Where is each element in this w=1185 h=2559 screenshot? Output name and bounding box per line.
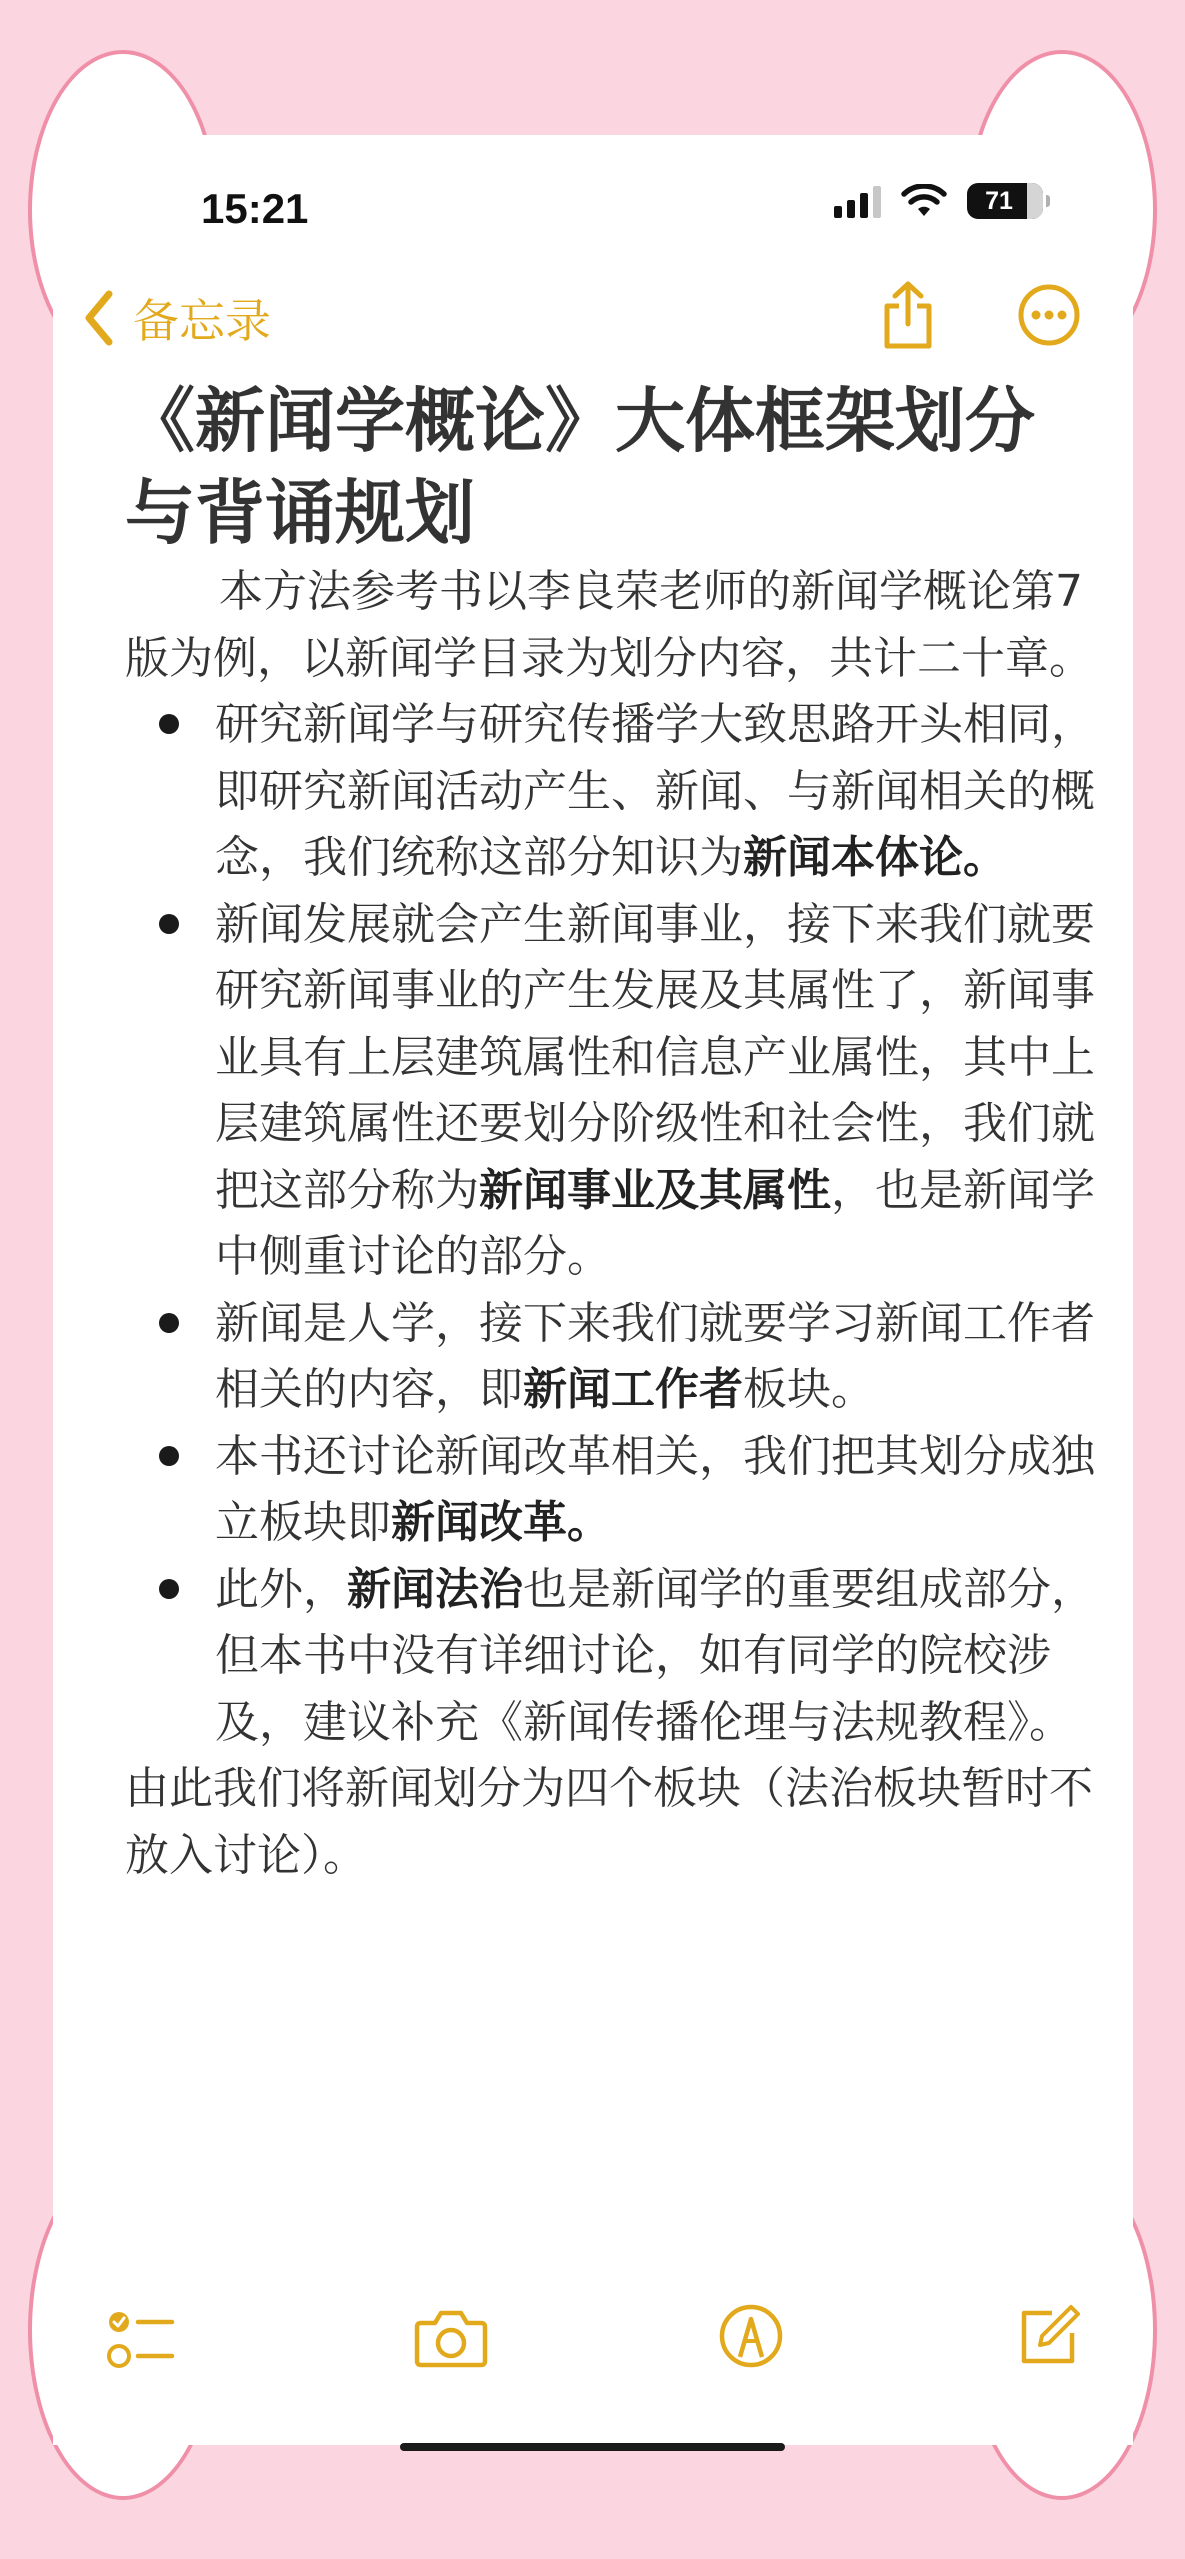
bold-text: 新闻本体论。 xyxy=(743,832,1007,883)
note-body[interactable] xyxy=(125,375,1095,1889)
bold-text: 新闻改革。 xyxy=(391,1497,611,1548)
ellipsis-circle-icon[interactable] xyxy=(1017,283,1081,347)
status-time: 15:21 xyxy=(201,185,309,232)
note-title: 《新闻学概论》大体框架划分与背诵规划 xyxy=(125,380,1035,554)
battery-level: 71 xyxy=(985,186,1013,215)
bullet-item: 此外，新闻法治也是新闻学的重要组成部分，但本书中没有详细讨论，如有同学的院校涉及，建议补充《新闻传播伦理与法规教程》。 xyxy=(125,1557,1095,1757)
pen-circle-icon[interactable] xyxy=(718,2303,784,2369)
phone-screen xyxy=(53,135,1133,2445)
bullet-item: 新闻是人学，接下来我们就要学习新闻工作者相关的内容，即新闻工作者板块。 xyxy=(125,1291,1095,1424)
bottom-toolbar xyxy=(53,2295,1133,2415)
back-button[interactable] xyxy=(83,285,271,351)
bold-text: 新闻法治 xyxy=(347,1563,523,1615)
camera-icon[interactable] xyxy=(413,2307,489,2369)
share-icon[interactable] xyxy=(879,280,937,350)
bold-text: 新闻工作者 xyxy=(523,1364,743,1415)
battery-icon xyxy=(967,183,1043,219)
bullet-list xyxy=(125,692,1095,1756)
chevron-left-icon xyxy=(83,290,115,346)
bullet-item: 本书还讨论新闻改革相关，我们把其划分成独立板块即新闻改革。 xyxy=(125,1424,1095,1557)
note-outro: 由此我们将新闻划分为四个板块（法治板块暂时不放入讨论）。 xyxy=(125,1763,1093,1881)
cellular-signal-icon xyxy=(834,184,881,218)
bullet-item: 新闻发展就会产生新闻事业，接下来我们就要研究新闻事业的产生发展及其属性了，新闻事业具有上层建筑属性和信息产业属性，其中上层建筑属性还要划分阶级性和社会性，我们就把这部分称为新闻事业及其属性，也是新闻学中侧重讨论的部分。 xyxy=(125,892,1095,1291)
home-indicator[interactable] xyxy=(400,2443,785,2451)
bullet-item: 研究新闻学与研究传播学大致思路开头相同，即研究新闻活动产生、新闻、与新闻相关的概念，我们统称这部分知识为新闻本体论。 xyxy=(125,692,1095,892)
note-intro: 本方法参考书以李良荣老师的新闻学概论第7版为例，以新闻学目录为划分内容，共计二十章。 xyxy=(125,566,1093,684)
compose-icon[interactable] xyxy=(1016,2303,1082,2369)
bold-text: 新闻事业及其属性 xyxy=(479,1164,831,1216)
status-icons xyxy=(834,183,1043,219)
back-label: 备忘录 xyxy=(133,294,271,348)
nav-actions xyxy=(879,280,1081,350)
wifi-icon xyxy=(901,184,947,218)
checklist-icon[interactable] xyxy=(106,2309,176,2371)
